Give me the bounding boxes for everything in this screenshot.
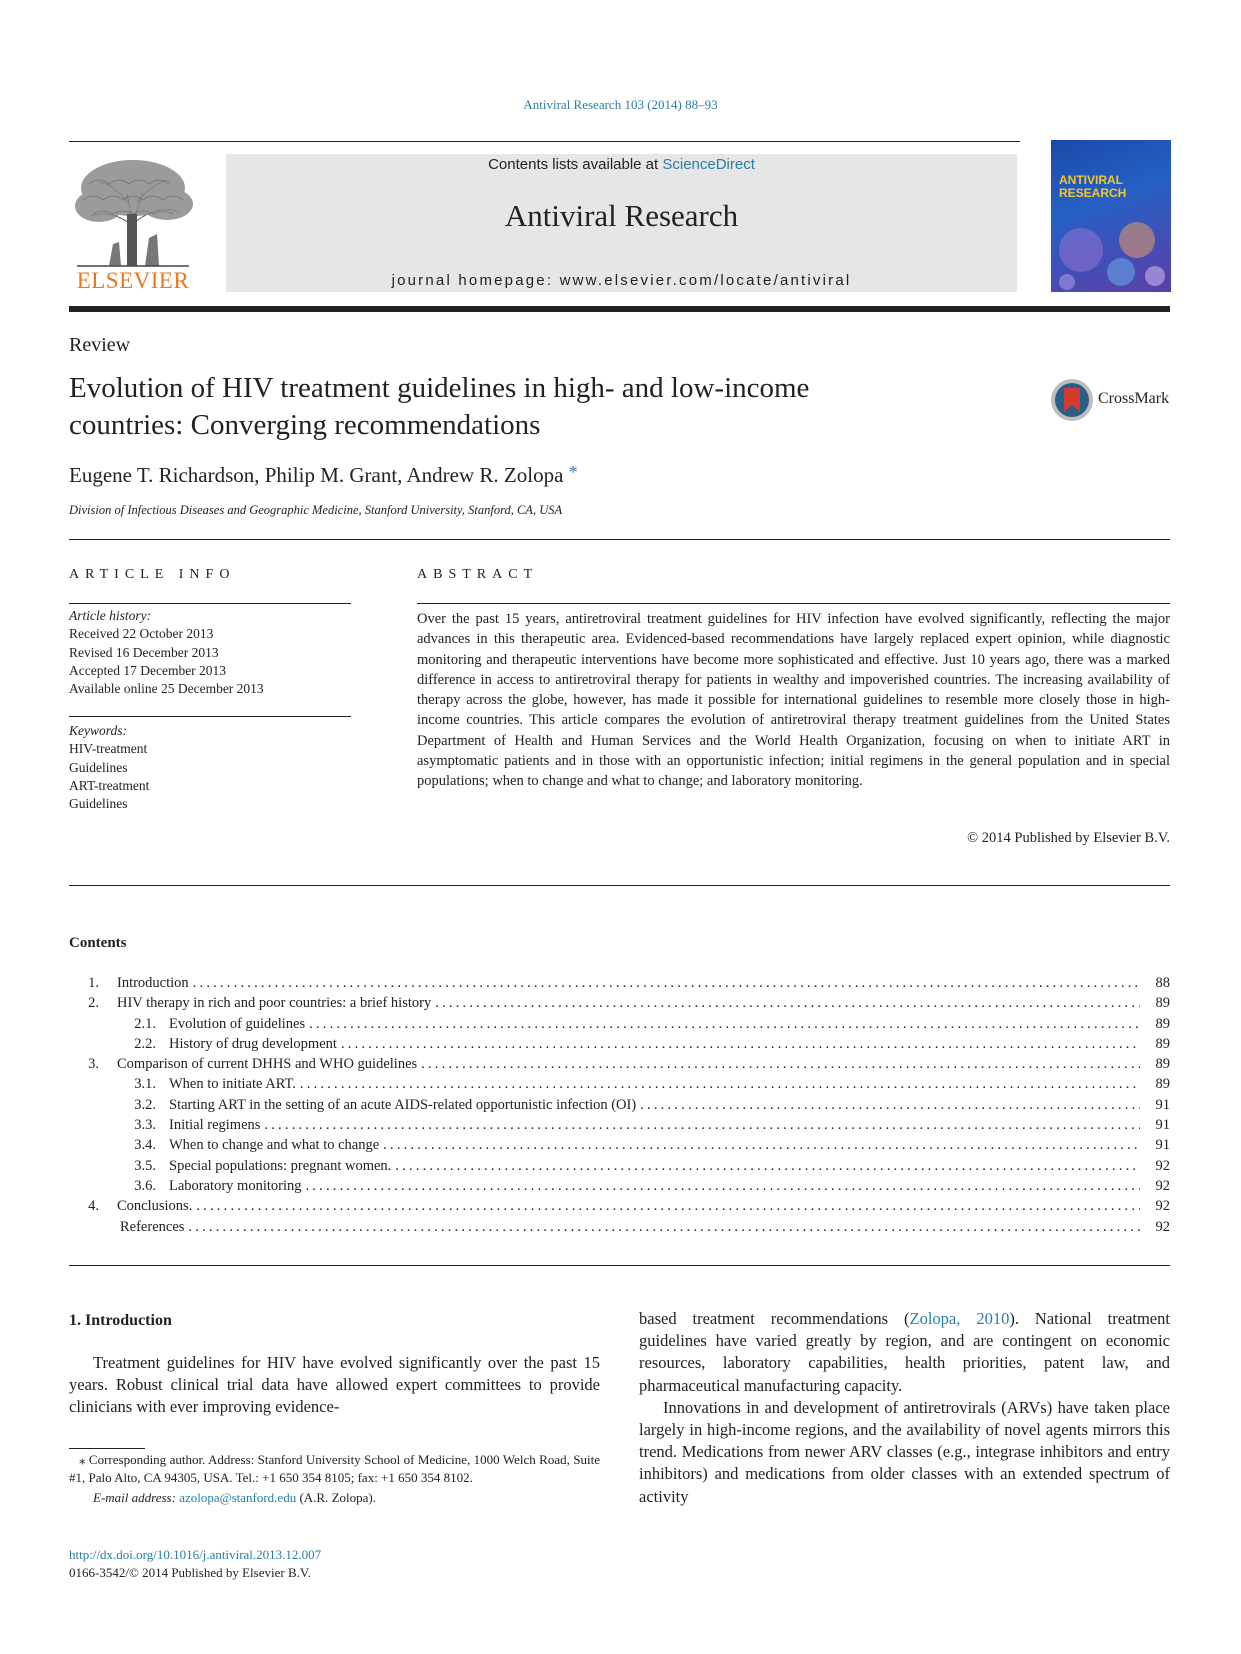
contents-bottom-rule (69, 1265, 1170, 1266)
toc-leader-dots (296, 1076, 1140, 1093)
keywords-rule (69, 716, 351, 717)
authors-text: Eugene T. Richardson, Philip M. Grant, Andrew R. Zolopa (69, 463, 564, 487)
toc-entry-page: 91 (1155, 1137, 1170, 1154)
affiliation: Division of Infectious Diseases and Geographic Medicine, Stanford University, Stanford, CA, USA (69, 503, 563, 517)
toc-entry-number: 3.6. (134, 1177, 156, 1194)
history-available: Available online 25 December 2013 (69, 681, 264, 697)
toc-entry-title: When to change and what to change (169, 1137, 380, 1154)
history-revised: Revised 16 December 2013 (69, 644, 219, 660)
toc-leader-dots (301, 1178, 1140, 1195)
toc-entry[interactable] (69, 995, 1170, 1015)
toc-entry[interactable] (69, 975, 1170, 995)
toc-entry[interactable] (69, 1158, 1170, 1178)
toc-entry-number: 3.5. (134, 1157, 156, 1174)
toc-entry-title: Laboratory monitoring (169, 1177, 302, 1194)
toc-entry-number: 3.2. (134, 1096, 156, 1113)
article-info-rule (69, 603, 351, 604)
abstract-heading: ABSTRACT (417, 567, 539, 582)
toc-entry[interactable] (69, 1036, 1170, 1056)
toc-leader-dots (379, 1137, 1140, 1154)
toc-entry-page: 89 (1155, 1015, 1170, 1032)
toc-entry-number: 3.4. (134, 1137, 156, 1154)
toc-entry-number: 1. (88, 975, 99, 991)
keyword-item: ART-treatment (69, 777, 150, 793)
contents-heading: Contents (69, 935, 127, 951)
corresponding-author-mark[interactable]: * (568, 462, 578, 482)
toc-entry[interactable] (69, 1097, 1170, 1117)
history-received: Received 22 October 2013 (69, 626, 214, 642)
toc-entry-title: Special populations: pregnant women. (169, 1157, 392, 1174)
toc-entry-page: 92 (1155, 1157, 1170, 1174)
article-info-heading: ARTICLE INFO (69, 567, 236, 582)
toc-entry-number: 2.2. (134, 1035, 156, 1052)
article-title (69, 370, 969, 444)
footnote-rule (69, 1448, 145, 1449)
contents-availability (226, 156, 1017, 173)
toc-entry-title: Starting ART in the setting of an acute AIDS-related opportunistic infection (OI) (169, 1096, 637, 1113)
history-accepted: Accepted 17 December 2013 (69, 662, 227, 678)
toc-entry[interactable] (69, 1137, 1170, 1157)
toc-entry[interactable] (69, 1219, 1170, 1239)
introduction-right-column (639, 1308, 1170, 1508)
article-type: Review (69, 334, 131, 356)
keywords-label: Keywords: (69, 723, 127, 738)
toc-entry[interactable] (69, 1198, 1170, 1218)
toc-entry-page: 92 (1155, 1198, 1170, 1215)
toc-leader-dots (391, 1158, 1140, 1175)
toc-entry-number: 3.1. (134, 1076, 156, 1093)
toc-leader-dots (636, 1097, 1140, 1114)
toc-entry[interactable] (69, 1178, 1170, 1198)
toc-entry-number: 2.1. (134, 1015, 156, 1032)
toc-leader-dots (192, 1198, 1140, 1215)
toc-entry-page: 89 (1155, 1076, 1170, 1093)
toc-entry-page: 92 (1155, 1218, 1170, 1235)
toc-entry-title: History of drug development (169, 1035, 337, 1052)
toc-entry-title: References (120, 1218, 185, 1235)
toc-entry-page: 91 (1155, 1117, 1170, 1134)
doi-block (69, 1546, 321, 1583)
toc-leader-dots (184, 1219, 1140, 1236)
journal-reference[interactable]: Antiviral Research 103 (2014) 88–93 (523, 97, 718, 112)
journal-cover-image (1051, 140, 1171, 292)
toc-entry-number: 3. (88, 1056, 99, 1073)
toc-entry-page: 89 (1155, 995, 1170, 1012)
toc-entry-title: Conclusions. (117, 1198, 193, 1215)
article-title-line-1: Evolution of HIV treatment guidelines in high- and low-income (69, 372, 810, 404)
toc-entry-title: Initial regimens (169, 1117, 261, 1134)
issn-copyright: 0166-3542/© 2014 Published by Elsevier B.V. (69, 1565, 311, 1581)
article-history (69, 607, 359, 698)
footnote (69, 1451, 600, 1507)
toc-leader-dots (337, 1036, 1140, 1053)
toc-leader-dots (431, 995, 1140, 1012)
introduction-heading: 1. Introduction (69, 1312, 172, 1329)
abstract-rule (417, 603, 1170, 604)
toc-entry-title: Introduction (117, 975, 189, 991)
toc-entry[interactable] (69, 1056, 1170, 1076)
toc-entry-page: 92 (1155, 1177, 1170, 1194)
toc-entry[interactable] (69, 1016, 1170, 1036)
toc-entry-number: 4. (88, 1198, 99, 1215)
toc-leader-dots (189, 975, 1140, 992)
table-of-contents (69, 975, 1170, 1239)
doi-link[interactable]: http://dx.doi.org/10.1016/j.antiviral.2013.12.007 (69, 1547, 322, 1562)
toc-entry-page: 88 (1155, 975, 1170, 991)
citation-link[interactable]: Zolopa, 2010 (909, 1309, 1010, 1328)
toc-entry[interactable] (69, 1117, 1170, 1137)
sciencedirect-link[interactable]: ScienceDirect (662, 156, 755, 173)
publisher-wordmark: ELSEVIER (76, 268, 190, 293)
cover-title: ANTIVIRAL RESEARCH (1059, 173, 1127, 200)
toc-leader-dots (260, 1117, 1140, 1134)
journal-homepage[interactable]: journal homepage: www.elsevier.com/locate/antiviral (391, 272, 852, 289)
crossmark-label: CrossMark (1098, 390, 1170, 407)
author-list (69, 462, 578, 488)
toc-entry-title: Comparison of current DHHS and WHO guidelines (117, 1056, 418, 1073)
toc-entry-number: 3.3. (134, 1117, 156, 1134)
info-top-rule (69, 539, 1170, 540)
keywords (69, 722, 359, 813)
email-note: E-mail address: azolopa@stanford.edu (A.R. Zolopa). (93, 1489, 376, 1505)
toc-entry-page: 89 (1155, 1035, 1170, 1052)
header-top-rule (69, 141, 1020, 142)
abstract-bottom-rule (69, 885, 1170, 886)
keyword-item: Guidelines (69, 759, 128, 775)
toc-entry-page: 89 (1155, 1056, 1170, 1073)
crossmark-icon (1050, 378, 1094, 422)
introduction-paragraph: Treatment guidelines for HIV have evolved significantly over the past 15 years. Robust clinical trial data have allowed expert committees to provide clinicians with ever improving evidence- (69, 1353, 600, 1417)
header-thick-rule (69, 306, 1170, 312)
toc-entry-number: 2. (88, 995, 99, 1012)
introduction-paragraph: based treatment recommendations (Zolopa, 2010). National treatment guidelines have varied greatly by region, and are contingent on economic resources, laboratory capabilities, health priorities, patent law, and pharmaceutical manufacturing capacity. (639, 1309, 1170, 1395)
toc-entry[interactable] (69, 1076, 1170, 1096)
abstract-copyright: © 2014 Published by Elsevier B.V. (967, 830, 1170, 846)
corresponding-author-note: ⁎ Corresponding author. Address: Stanford University School of Medicine, 1000 Welch Road, Suite #1, Palo Alto, CA 94305, USA. Tel.: +1 650 354 8105; fax: +1 650 354 8102. (69, 1452, 600, 1486)
history-label: Article history: (69, 608, 152, 623)
toc-entry-title: HIV therapy in rich and poor countries: a brief history (117, 995, 432, 1012)
toc-entry-page: 91 (1155, 1096, 1170, 1113)
introduction-left-column (69, 1352, 600, 1419)
abstract-text: Over the past 15 years, antiretroviral treatment guidelines for HIV infection have evolved significantly, reflecting the major advances in this therapeutic area. Evidenced-based recommendations have largely replaced expert opinion, while diagnostic monitoring and therapeutic interventions have become more sophisticated and effective. Just 10 years ago, there was a marked difference in access to antiretroviral therapy for patients in wealthy and impoverished countries. The increasing availability of therapy across the globe, however, has made it possible for international guidelines to resemble more closely those in high-income countries. This article compares the evolution of antiretroviral therapy treatment guidelines from the United States Department of Health and Human Services and the World Health Organization, focusing on when to initiate ART in asymptomatic patients and in those with an opportunistic infection; initial regimens in the general population and in special populations; when to change and what to change; and laboratory monitoring. (417, 611, 1170, 790)
crossmark-badge[interactable] (1050, 378, 1175, 422)
toc-leader-dots (417, 1056, 1140, 1073)
toc-leader-dots (305, 1016, 1140, 1033)
toc-entry-title: Evolution of guidelines (169, 1015, 306, 1032)
toc-entry-title: When to initiate ART. (169, 1076, 296, 1093)
keyword-item: Guidelines (69, 796, 128, 812)
email-link[interactable]: azolopa@stanford.edu (179, 1489, 297, 1505)
contents-prefix: Contents lists available at (488, 156, 663, 173)
journal-title: Antiviral Research (504, 198, 739, 233)
introduction-paragraph: Innovations in and development of antiretrovirals (ARVs) have taken place largely in high-income regions, and the availability of novel agents mirrors this trend. Medications from newer ARV classes (e.g., integrase inhibitors and entry inhibitors) and medications from older classes with an extended spectrum of activity (639, 1397, 1170, 1506)
keyword-item: HIV-treatment (69, 741, 148, 757)
article-title-line-2: countries: Converging recommendations (69, 409, 541, 441)
